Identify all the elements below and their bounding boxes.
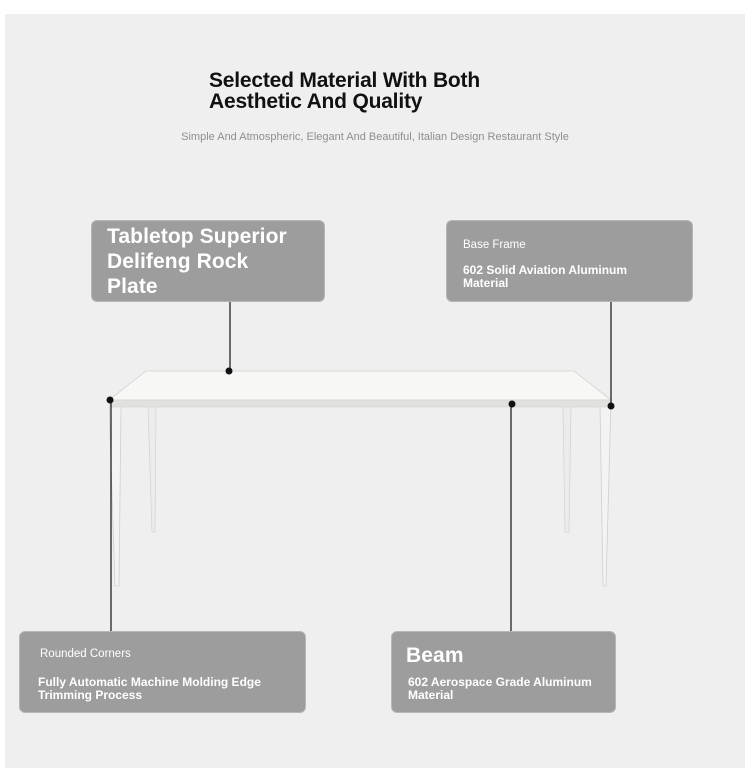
- page-title-line-2: Aesthetic And Quality: [209, 90, 423, 113]
- callout-base-frame-title: Base Frame: [463, 239, 526, 251]
- leader-dot-base-frame: [608, 403, 615, 410]
- callout-beam-desc-line-2: Material: [408, 688, 454, 702]
- table-top-edge: [109, 400, 611, 407]
- callout-rounded-corners-desc-line-2: Trimming Process: [38, 688, 143, 702]
- callout-base-frame-desc-line-1: 602 Solid Aviation Aluminum: [463, 263, 628, 277]
- table-leg-back-left: [148, 405, 156, 532]
- callout-beam: [391, 631, 616, 713]
- callout-tabletop-title-line-2: Delifeng Rock: [107, 250, 249, 273]
- callout-tabletop-title-line-1: Tabletop Superior: [107, 225, 287, 248]
- callout-base-frame: [446, 220, 693, 302]
- callout-rounded-corners: [19, 631, 306, 713]
- callout-tabletop-title: [107, 224, 287, 299]
- callout-tabletop-title-line-3: Plate: [107, 275, 158, 298]
- callout-base-frame-desc-line-2: Material: [463, 276, 509, 290]
- callout-base-frame-description: [463, 264, 627, 290]
- leader-dot-beam: [509, 401, 516, 408]
- page-title-line-1: Selected Material With Both: [209, 69, 480, 92]
- callout-beam-title: Beam: [406, 644, 464, 667]
- callout-rounded-corners-description: [38, 676, 261, 702]
- table-leg-back-right: [563, 405, 571, 532]
- callout-beam-desc-line-1: 602 Aerospace Grade Aluminum: [408, 675, 592, 689]
- callout-rounded-corners-desc-line-1: Fully Automatic Machine Molding Edge: [38, 675, 261, 689]
- callout-beam-description: [408, 676, 592, 702]
- leader-dot-tabletop: [226, 368, 233, 375]
- leader-dot-rounded-corners: [107, 397, 114, 404]
- table-top-surface: [109, 371, 611, 400]
- table-leg-front-right: [600, 400, 611, 586]
- callout-rounded-corners-title: Rounded Corners: [40, 648, 131, 660]
- callout-tabletop: [91, 220, 325, 302]
- page-subtitle: Simple And Atmospheric, Elegant And Beautiful, Italian Design Restaurant Style: [181, 131, 569, 143]
